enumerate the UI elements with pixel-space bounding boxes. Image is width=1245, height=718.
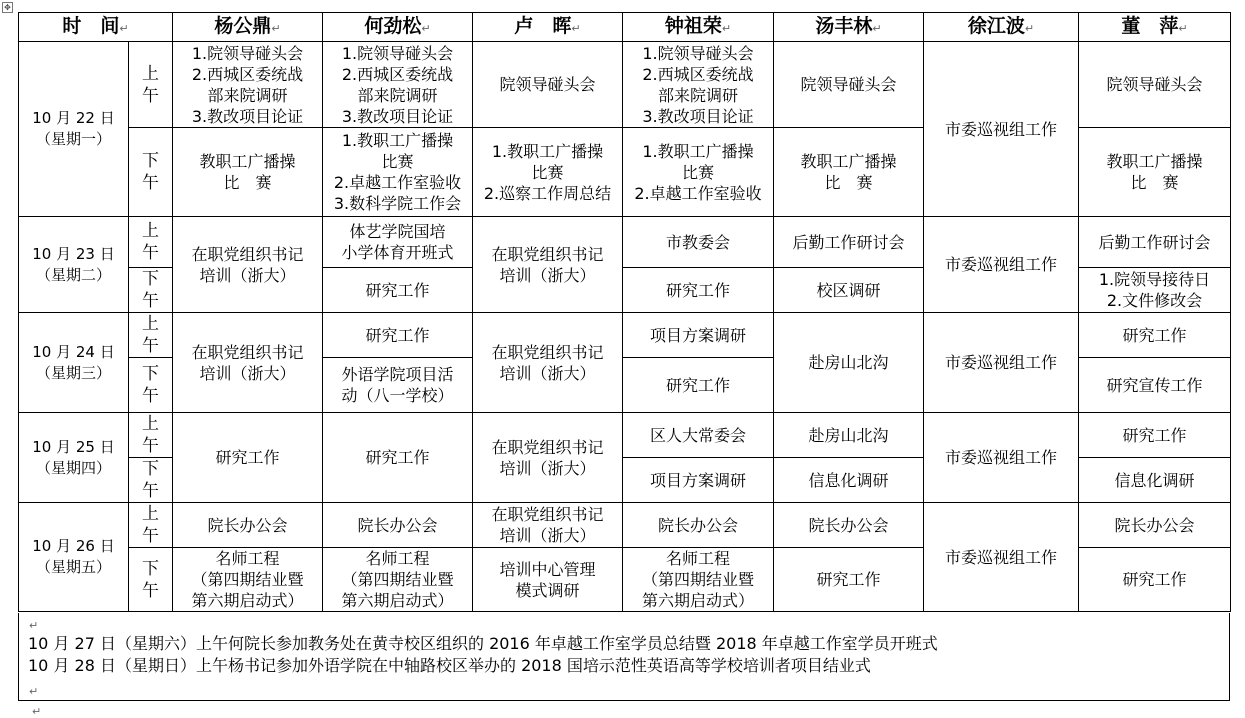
schedule-cell xyxy=(1079,313,1231,358)
cell-text-line: 院长办公会 xyxy=(808,515,889,535)
cell-text-line: 1.教职工广播操 xyxy=(642,141,754,161)
cell-text-line: 院长办公会 xyxy=(207,515,288,535)
day-cell: 10 月 25 日 （星期四） xyxy=(19,413,129,503)
header-row xyxy=(19,13,1231,42)
schedule-cell xyxy=(1079,548,1231,612)
header-time: 时 间↵ xyxy=(19,13,173,42)
cell-text-line: 3.教改项目论证 xyxy=(642,106,754,126)
schedule-cell xyxy=(1079,503,1231,548)
cell-text-line: 在职党组织书记 xyxy=(491,244,604,264)
schedule-cell xyxy=(623,413,774,458)
cell-text-line: （第四期结业暨 xyxy=(341,570,454,589)
cell-text-line: 比赛 xyxy=(381,152,414,171)
table-row xyxy=(19,217,1231,268)
cell-text-line: 研究工作 xyxy=(215,448,280,467)
cell-text-line: 2.西城区委统战 xyxy=(341,64,454,84)
note-line: 10 月 27 日（星期六）上午何院长参加教务处在黄寺校区组织的 2016 年卓越工作室学员总结暨 2018 年卓越工作室学员开班式 xyxy=(28,634,938,653)
cell-text-line: 市委巡视组工作 xyxy=(944,119,1057,139)
period-pm: 下 午 xyxy=(129,358,173,413)
schedule-cell xyxy=(1079,458,1231,503)
schedule-cell xyxy=(924,217,1079,313)
period-pm: 下 午 xyxy=(129,548,173,612)
schedule-cell xyxy=(473,313,623,413)
schedule-cell xyxy=(774,42,924,128)
schedule-cell xyxy=(623,503,774,548)
schedule-cell xyxy=(173,313,323,413)
cell-text-line: 第六期启动式） xyxy=(191,591,304,610)
schedule-cell xyxy=(473,128,623,217)
cell-text-line: 院长办公会 xyxy=(1114,515,1195,535)
schedule-cell xyxy=(774,503,924,548)
cell-text-line: 名师工程 xyxy=(215,549,280,568)
cell-text-line: 部来院调研 xyxy=(207,85,288,105)
cell-text-line: 研究工作 xyxy=(665,375,730,395)
cell-text-line: 比 赛 xyxy=(1130,173,1179,192)
schedule-cell xyxy=(323,217,473,268)
cell-text-line: 培训（浙大） xyxy=(199,265,296,285)
schedule-cell xyxy=(323,42,473,128)
cell-text-line: 1.教职工广播操 xyxy=(491,141,604,161)
schedule-cell xyxy=(924,42,1079,217)
cell-text-line: 信息化调研 xyxy=(808,470,889,490)
cell-text-line: 小学体育开班式 xyxy=(341,243,454,262)
cell-text-line: 院领导碰头会 xyxy=(1106,75,1203,94)
header-name: 董 萍↵ xyxy=(1079,13,1231,42)
cell-text-line: 后勤工作研讨会 xyxy=(792,232,905,252)
schedule-cell xyxy=(473,217,623,313)
cell-text-line: 在职党组织书记 xyxy=(191,342,304,362)
cell-text-line: 研究工作 xyxy=(665,280,730,300)
period-am: 上 午 xyxy=(129,217,173,268)
cell-text-line: 赴房山北沟 xyxy=(808,353,889,372)
period-am: 上 午 xyxy=(129,42,173,128)
cell-text-line: 院长办公会 xyxy=(657,515,738,535)
cell-text-line: 在职党组织书记 xyxy=(191,244,304,264)
paragraph-mark: ↵ xyxy=(29,685,39,698)
cell-text-line: 1.院领导碰头会 xyxy=(341,43,454,63)
cell-text-line: 培训（浙大） xyxy=(499,458,596,478)
cell-text-line: 模式调研 xyxy=(515,580,580,600)
cell-text-line: 项目方案调研 xyxy=(649,325,746,345)
schedule-cell xyxy=(173,503,323,548)
cell-text-line: 2.巡察工作周总结 xyxy=(483,183,612,203)
cell-text-line: 研究宣传工作 xyxy=(1106,375,1203,395)
cell-text-line: 培训（浙大） xyxy=(499,265,596,285)
schedule-cell xyxy=(623,42,774,128)
day-cell: 10 月 23 日 （星期二） xyxy=(19,217,129,313)
schedule-cell xyxy=(323,128,473,217)
cell-text-line: 1.院领导接待日 xyxy=(1098,270,1211,289)
schedule-cell xyxy=(623,548,774,612)
schedule-cell xyxy=(323,313,473,358)
schedule-cell xyxy=(774,458,924,503)
cell-text-line: 培训（浙大） xyxy=(499,363,596,383)
header-name: 徐江波↵ xyxy=(924,13,1079,42)
schedule-cell xyxy=(623,128,774,217)
cell-text-line: 部来院调研 xyxy=(657,85,738,105)
cell-text-line: 比赛 xyxy=(681,162,714,182)
cell-text-line: 在职党组织书记 xyxy=(491,437,604,457)
schedule-cell xyxy=(623,358,774,413)
cell-text-line: 研究工作 xyxy=(1122,325,1187,345)
cell-text-line: 区人大常委会 xyxy=(649,425,746,445)
cell-text-line: 教职工广播操 xyxy=(1106,152,1203,171)
period-am: 上 午 xyxy=(129,413,173,458)
cell-text-line: 培训中心管理 xyxy=(499,559,596,579)
schedule-cell xyxy=(323,413,473,503)
cell-text-line: 部来院调研 xyxy=(357,85,438,105)
day-cell: 10 月 22 日 （星期一） xyxy=(19,42,129,217)
cell-text-line: 2.西城区委统战 xyxy=(642,64,754,84)
table-row xyxy=(19,503,1231,548)
schedule-table xyxy=(18,12,1231,612)
schedule-cell xyxy=(1079,358,1231,413)
schedule-cell xyxy=(323,358,473,413)
period-am: 上 午 xyxy=(129,313,173,358)
cell-text-line: 教职工广播操 xyxy=(800,152,897,171)
schedule-cell xyxy=(1079,128,1231,217)
cell-text-line: 校区调研 xyxy=(816,280,881,300)
schedule-cell xyxy=(924,413,1079,503)
schedule-cell xyxy=(774,268,924,313)
schedule-cell xyxy=(924,313,1079,413)
header-name: 钟祖荣↵ xyxy=(623,13,774,42)
schedule-cell xyxy=(473,42,623,128)
cell-text-line: 第六期启动式） xyxy=(341,591,454,610)
cell-text-line: 体艺学院国培 xyxy=(349,222,446,241)
schedule-cell xyxy=(473,413,623,503)
cell-text-line: 市委巡视组工作 xyxy=(944,255,1057,274)
cell-text-line: 市委巡视组工作 xyxy=(944,547,1057,567)
cell-text-line: 研究工作 xyxy=(1122,570,1187,589)
cell-text-line: 名师工程 xyxy=(365,549,430,568)
schedule-cell xyxy=(1079,268,1231,313)
note-line: 10 月 28 日（星期日）上午杨书记参加外语学院在中轴路校区举办的 2018 国培示范性英语高等学校培训者项目结业式 xyxy=(28,656,871,675)
cell-text-line: 1.院领导碰头会 xyxy=(191,43,304,63)
period-am: 上 午 xyxy=(129,503,173,548)
schedule-cell xyxy=(473,503,623,548)
schedule-cell xyxy=(173,42,323,128)
table-move-handle-icon[interactable]: ✥ xyxy=(2,2,13,13)
cell-text-line: （第四期结业暨 xyxy=(191,570,304,589)
cell-text-line: 研究工作 xyxy=(365,325,430,345)
schedule-cell xyxy=(323,268,473,313)
cell-text-line: 动（八一学校） xyxy=(341,386,454,405)
cell-text-line: 1.教职工广播操 xyxy=(341,131,454,150)
cell-text-line: 院领导碰头会 xyxy=(800,75,897,94)
cell-text-line: 培训（浙大） xyxy=(199,363,296,383)
schedule-cell xyxy=(774,217,924,268)
header-name: 杨公鼎↵ xyxy=(173,13,323,42)
cell-text-line: 3.教改项目论证 xyxy=(341,106,454,126)
cell-text-line: 1.院领导碰头会 xyxy=(642,43,754,63)
schedule-cell xyxy=(173,217,323,313)
schedule-cell xyxy=(323,548,473,612)
cell-text-line: 院长办公会 xyxy=(357,515,438,535)
schedule-cell xyxy=(623,458,774,503)
cell-text-line: 市教委会 xyxy=(665,232,730,252)
cell-text-line: 研究工作 xyxy=(816,570,881,589)
schedule-cell xyxy=(323,503,473,548)
schedule-cell xyxy=(623,268,774,313)
header-name: 卢 晖↵ xyxy=(473,13,623,42)
cell-text-line: 2.文件修改会 xyxy=(1106,291,1203,310)
cell-text-line: 2.卓越工作室验收 xyxy=(333,173,462,192)
cell-text-line: 2.西城区委统战 xyxy=(191,64,304,84)
schedule-cell xyxy=(774,413,924,458)
table-row xyxy=(19,42,1231,128)
header-name: 何劲松↵ xyxy=(323,13,473,42)
paragraph-mark: ↵ xyxy=(32,705,42,718)
period-pm: 下 午 xyxy=(129,128,173,217)
cell-text-line: 在职党组织书记 xyxy=(491,505,604,524)
schedule-cell xyxy=(1079,217,1231,268)
schedule-cell xyxy=(924,503,1079,612)
period-pm: 下 午 xyxy=(129,268,173,313)
header-name: 汤丰林↵ xyxy=(774,13,924,42)
day-cell: 10 月 24 日 （星期三） xyxy=(19,313,129,413)
cell-text-line: 市委巡视组工作 xyxy=(944,353,1057,372)
schedule-cell xyxy=(173,128,323,217)
cell-text-line: 3.教改项目论证 xyxy=(191,106,304,126)
schedule-cell xyxy=(774,548,924,612)
table-row xyxy=(19,313,1231,358)
cell-text-line: 后勤工作研讨会 xyxy=(1098,232,1211,252)
cell-text-line: 名师工程 xyxy=(665,549,730,568)
cell-text-line: 研究工作 xyxy=(365,448,430,467)
cell-text-line: 研究工作 xyxy=(365,280,430,300)
schedule-cell xyxy=(473,548,623,612)
period-pm: 下 午 xyxy=(129,458,173,503)
cell-text-line: 比赛 xyxy=(531,162,564,182)
schedule-cell xyxy=(1079,413,1231,458)
schedule-cell xyxy=(1079,42,1231,128)
cell-text-line: 第六期启动式） xyxy=(641,591,754,610)
cell-text-line: 信息化调研 xyxy=(1114,470,1195,490)
cell-text-line: 院领导碰头会 xyxy=(499,75,596,94)
cell-text-line: 比 赛 xyxy=(824,173,873,192)
schedule-cell xyxy=(173,548,323,612)
table-row xyxy=(19,413,1231,458)
cell-text-line: 3.数科学院工作会 xyxy=(333,194,462,213)
cell-text-line: （第四期结业暨 xyxy=(641,570,754,589)
cell-text-line: 研究工作 xyxy=(1122,425,1187,445)
cell-text-line: 培训（浙大） xyxy=(499,526,596,545)
schedule-cell xyxy=(623,217,774,268)
cell-text-line: 教职工广播操 xyxy=(199,152,296,171)
cell-text-line: 在职党组织书记 xyxy=(491,342,604,362)
cell-text-line: 赴房山北沟 xyxy=(808,425,889,445)
paragraph-mark: ↵ xyxy=(29,619,39,632)
day-cell: 10 月 26 日 （星期五） xyxy=(19,503,129,612)
cell-text-line: 2.卓越工作室验收 xyxy=(634,183,762,203)
cell-text-line: 项目方案调研 xyxy=(649,470,746,490)
notes-section xyxy=(18,613,1230,701)
cell-text-line: 市委巡视组工作 xyxy=(944,448,1057,467)
schedule-cell xyxy=(774,128,924,217)
schedule-cell xyxy=(774,313,924,413)
cell-text-line: 外语学院项目活 xyxy=(341,365,454,384)
cell-text-line: 比 赛 xyxy=(223,173,272,192)
schedule-cell xyxy=(623,313,774,358)
schedule-cell xyxy=(173,413,323,503)
